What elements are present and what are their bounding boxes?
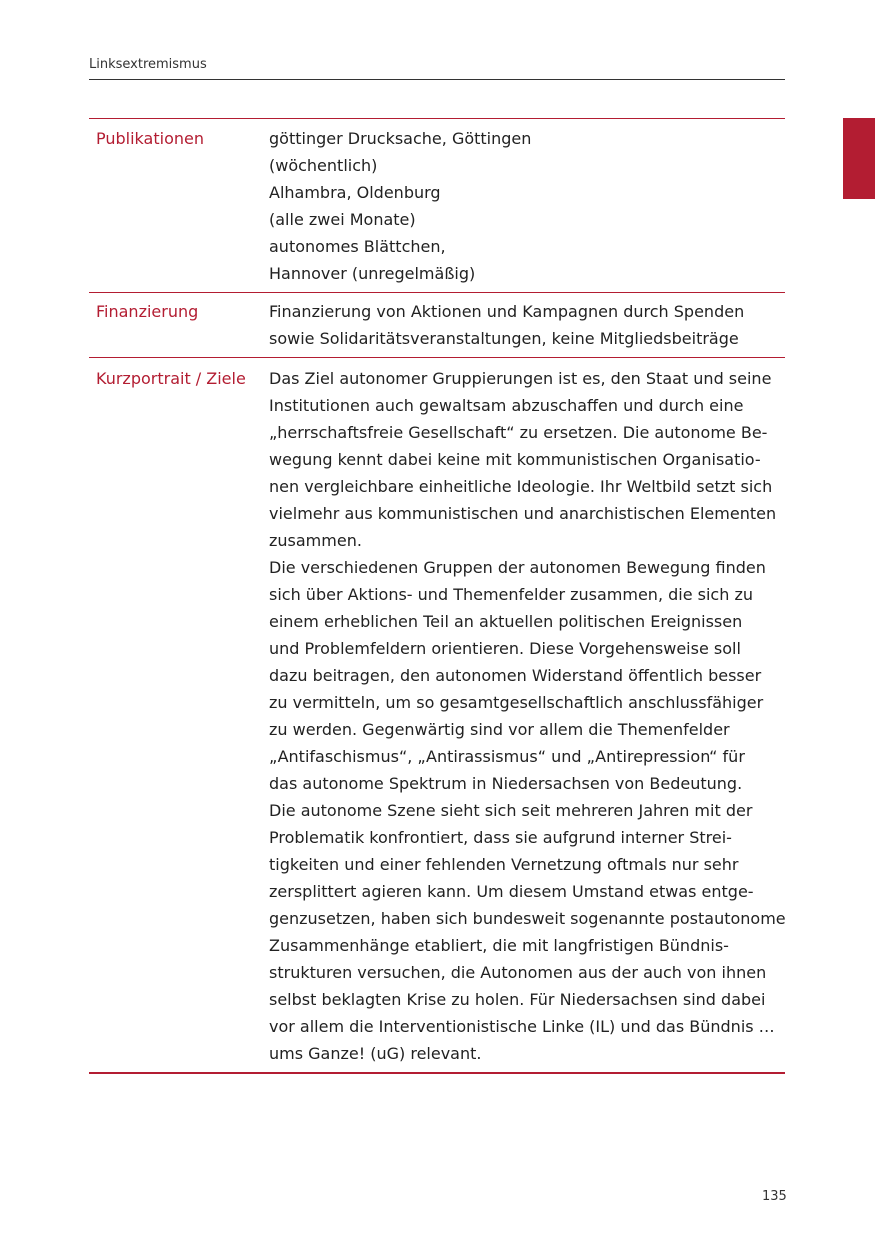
info-table	[89, 118, 785, 1074]
text-line: wegung kennt dabei keine mit kommunistischen Organisatio-	[269, 450, 761, 469]
table-row-finanzierung	[89, 293, 785, 358]
text-line: Institutionen auch gewaltsam abzuschaffen und durch eine	[269, 396, 744, 415]
text-line: zu werden. Gegenwärtig sind vor allem die Themenfelder	[269, 720, 730, 739]
text-line: Die autonome Szene sieht sich seit mehreren Jahren mit der	[269, 801, 753, 820]
text-line: genzusetzen, haben sich bundesweit sogenannte postautonome	[269, 909, 786, 928]
text-line: göttinger Drucksache, Göttingen	[269, 129, 532, 148]
text-line: vor allem die Interventionistische Linke (IL) und das Bündnis …	[269, 1017, 775, 1036]
text-line: Das Ziel autonomer Gruppierungen ist es, den Staat und seine	[269, 369, 772, 388]
text-line: einem erheblichen Teil an aktuellen politischen Ereignissen	[269, 612, 743, 631]
text-line: selbst beklagten Krise zu holen. Für Niedersachsen sind dabei	[269, 990, 766, 1009]
header-rule	[89, 79, 785, 80]
text-line: Alhambra, Oldenburg	[269, 183, 441, 202]
text-line: strukturen versuchen, die Autonomen aus der auch von ihnen	[269, 963, 767, 982]
text-line: „herrschaftsfreie Gesellschaft“ zu ersetzen. Die autonome Be-	[269, 423, 768, 442]
text-line: tigkeiten und einer fehlenden Vernetzung oftmals nur sehr	[269, 855, 739, 874]
text-line: vielmehr aus kommunistischen und anarchistischen Elementen	[269, 504, 777, 523]
text-line: Die verschiedenen Gruppen der autonomen Bewegung finden	[269, 558, 766, 577]
text-line: Hannover (unregelmäßig)	[269, 264, 476, 283]
table-row-kurzportrait	[89, 358, 785, 1074]
text-line: sich über Aktions- und Themenfelder zusammen, die sich zu	[269, 585, 753, 604]
row-content	[269, 293, 779, 357]
page-number: 135	[762, 1189, 787, 1204]
text-line: sowie Solidaritätsveranstaltungen, keine Mitgliedsbeiträge	[269, 329, 739, 348]
text-line: Zusammenhänge etabliert, die mit langfristigen Bündnis-	[269, 936, 729, 955]
text-line: autonomes Blättchen,	[269, 237, 446, 256]
text-line: (alle zwei Monate)	[269, 210, 416, 229]
text-line: dazu beitragen, den autonomen Widerstand öffentlich besser	[269, 666, 762, 685]
row-label: Finanzierung	[96, 302, 199, 321]
text-line: „Antifaschismus“, „Antirassismus“ und „Antirepression“ für	[269, 747, 745, 766]
text-line: ums Ganze! (uG) relevant.	[269, 1044, 482, 1063]
text-line: das autonome Spektrum in Niedersachsen von Bedeutung.	[269, 774, 743, 793]
text-line: Finanzierung von Aktionen und Kampagnen durch Spenden	[269, 302, 745, 321]
running-header: Linksextremismus	[89, 57, 207, 72]
row-content	[269, 358, 786, 1072]
text-line: zusammen.	[269, 531, 362, 550]
row-label: Kurzportrait / Ziele	[96, 369, 246, 388]
text-line: und Problemfeldern orientieren. Diese Vorgehensweise soll	[269, 639, 741, 658]
chapter-tab-marker	[843, 118, 875, 199]
text-line: Problematik konfrontiert, dass sie aufgrund interner Strei-	[269, 828, 732, 847]
table-row-publikationen	[89, 119, 785, 293]
text-line: zersplittert agieren kann. Um diesem Umstand etwas entge-	[269, 882, 754, 901]
text-line: zu vermitteln, um so gesamtgesellschaftlich anschlussfähiger	[269, 693, 764, 712]
text-line: nen vergleichbare einheitliche Ideologie. Ihr Weltbild setzt sich	[269, 477, 773, 496]
row-label: Publikationen	[96, 129, 204, 148]
row-content	[269, 119, 779, 292]
text-line: (wöchentlich)	[269, 156, 378, 175]
